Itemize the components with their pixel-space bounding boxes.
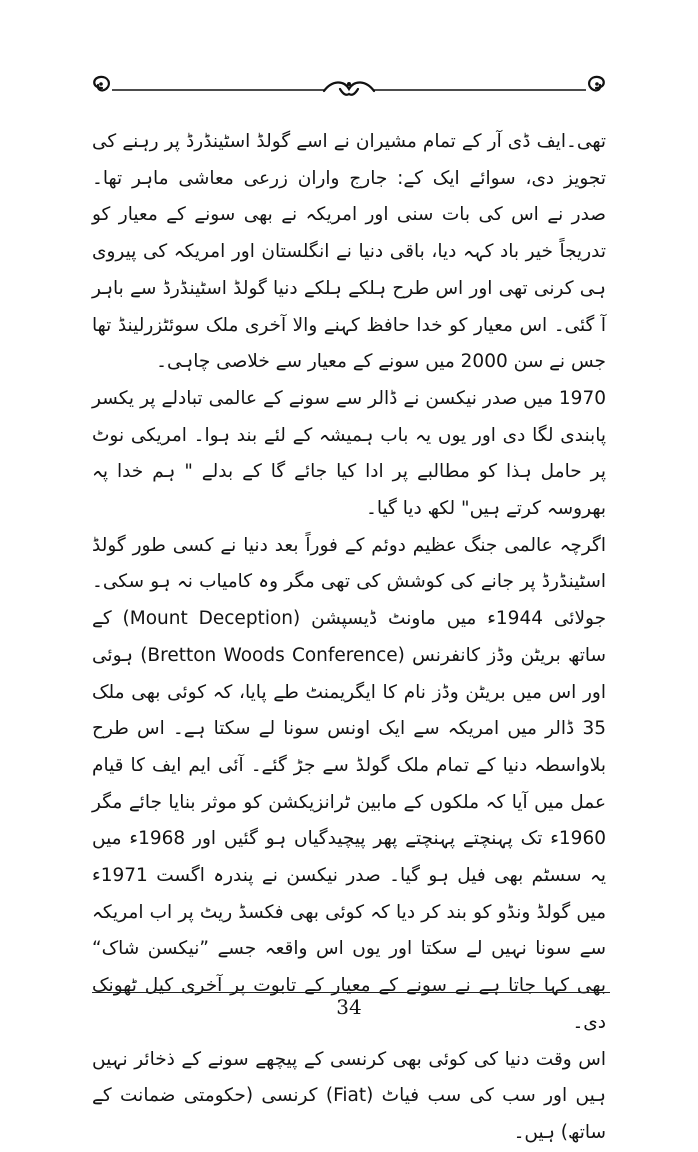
page-number: 34 bbox=[336, 995, 362, 1019]
body-paragraph: تھی۔ایف ڈی آر کے تمام مشیران نے اسے گولڈ اسٹینڈرڈ پر رہنے کی تجویز دی، سوائے ایک کے: جارج واران زرعی معاشی ماہر تھا۔ صدر نے اس کی بات سنی اور امریکہ نے بھی سونے کے معیار کو تدریجاً خیر باد کہہ دیا، باقی دنیا نے انگلستان اور امریکہ کی پیروی ہی کرنی تھی اور اس طرح ہلکے ہلکے دنیا گولڈ اسٹینڈرڈ سے باہر آ گئی۔ اس معیار کو خدا حافظ کہنے والا آخری ملک سوئٹزرلینڈ تھا جس نے سن 2000 میں سونے کے معیار سے خلاصی چاہی۔ bbox=[92, 131, 606, 373]
scroll-flourish-icon bbox=[88, 72, 610, 106]
body-paragraph: 1970 میں صدر نیکسن نے ڈالر سے سونے کے عالمی تبادلے پر یکسر پابندی لگا دی اور یوں یہ باب ہمیشہ کے لئے بند ہوا۔ امریکی نوٹ پر حامل ہذا کو مطالبے پر ادا کیا جائے گا کے بدلے " ہم خدا پہ بھروسہ کرتے ہیں" لکھ دیا گیا۔ bbox=[92, 387, 606, 520]
body-paragraph: اس وقت دنیا کی کوئی بھی کرنسی کے پیچھے سونے کے ذخائر نہیں ہیں اور سب کی سب فیاٹ (Fiat) کرنسی (حکومتی ضمانت کے ساتھ) ہیں۔ bbox=[92, 1048, 606, 1143]
body-paragraph: اگرچہ عالمی جنگ عظیم دوئم کے فوراً بعد دنیا نے کسی طور گولڈ اسٹینڈرڈ پر جانے کی کوشش کی تھی مگر وہ کامیاب نہ ہو سکی۔ جولائی 1944ء میں ماونٹ ڈیسپشن (Mount Deception) کے ساتھ بریٹن وڈز کانفرنس (Bretton Woods Conference) ہوئی اور اس میں بریٹن وڈز نام کا ایگریمنٹ طے پایا، کہ کوئی بھی ملک 35 ڈالر میں امریکہ سے ایک اونس سونا لے سکتا ہے۔ اس طرح بلاواسطہ دنیا کے تمام ملک گولڈ سے جڑ گئے۔ آئی ایم ایف کا قیام عمل میں آیا کہ ملکوں کے مابین ٹرانزیکشن کو موثر بنایا جائے مگر 1960ء تک پہنچتے پہنچتے پھر پیچیدگیاں ہو گئیں اور 1968ء میں یہ سسٹم بھی فیل ہو گیا۔ صدر نیکسن نے پندرہ اگست 1971ء میں گولڈ ونڈو کو بند کر دیا کہ کوئی بھی فکسڈ ریٹ پر اب امریکہ سے سونا نہیں لے سکتا اور یوں اس واقعہ جسے ”نیکسن شاک“ بھی کہا جاتا ہے نے سونے کے معیار کے تابوت پر آخری کیل ٹھونک دی۔ bbox=[92, 534, 606, 1033]
footer-divider bbox=[92, 992, 610, 993]
